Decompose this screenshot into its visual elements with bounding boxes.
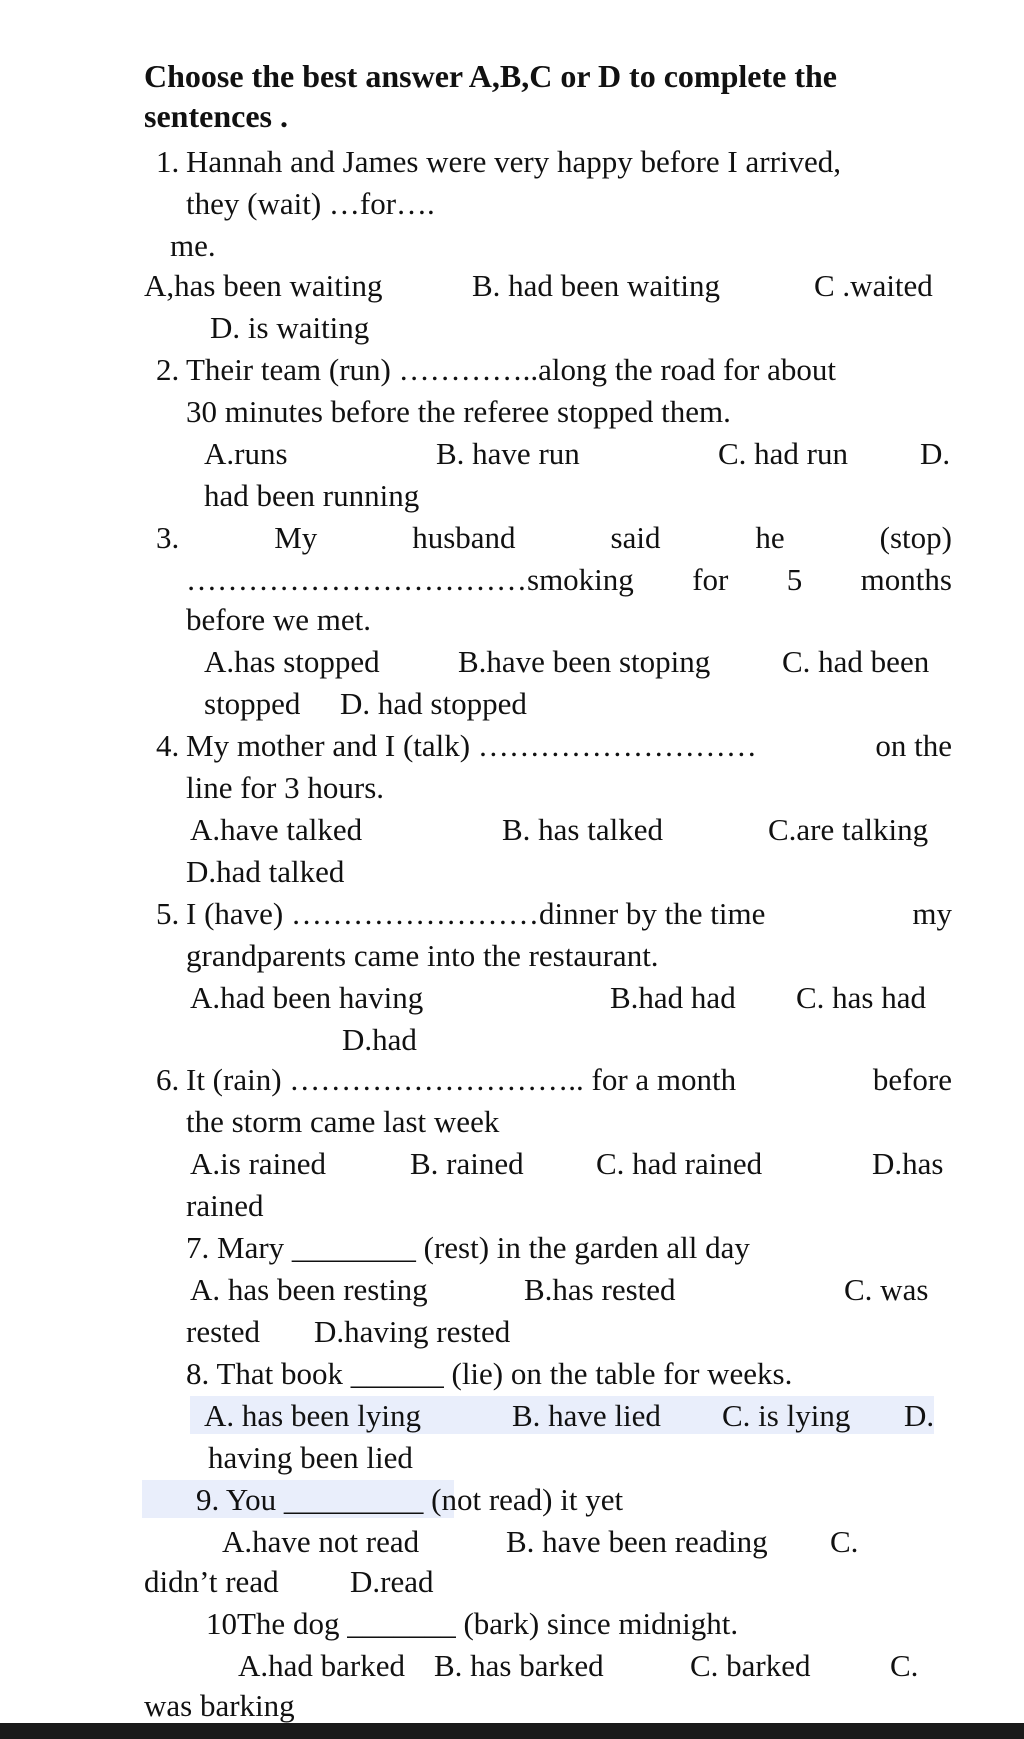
q4-line-2: line for 3 hours. [186,770,385,805]
q2-option-d-letter: D. [920,436,951,471]
q6-option-a: A.is rained [190,1146,327,1181]
q9-line-1: 9. You _________ (not read) it yet [196,1482,624,1517]
instruction-line-2: sentences . [144,98,288,134]
q3-option-b: B.have been stoping [458,644,711,679]
q9-option-c-part-1: C. [830,1524,859,1559]
q3-option-a: A.has stopped [204,644,380,679]
q3-line-2 [186,560,952,600]
q3-blank-text: ……………………………smoking [186,562,634,597]
q5-line-1 [186,894,952,934]
q4-number: 4. [156,728,180,763]
q3-word: for [692,562,729,597]
q6-line-1-text: It (rain) ……………………….. for a month [186,1062,737,1097]
q8-option-c: C. is lying [722,1398,851,1433]
q6-option-d-part-2: rained [186,1188,264,1223]
q8-option-a: A. has been lying [204,1398,421,1433]
q7-option-d: D.having rested [314,1314,511,1349]
q5-option-c: C. has had [796,980,927,1015]
q2-option-c: C. had run [718,436,849,471]
q9-option-a: A.have not read [222,1524,420,1559]
q6-number: 6. [156,1062,180,1097]
q6-line-1 [186,1060,952,1100]
q7-option-c-part-1: C. was [844,1272,929,1307]
q2-option-d-text: had been running [204,478,420,513]
q3-word: 5 [786,562,803,597]
q4-line-1-end: on the [875,728,952,763]
q3-word: My [274,520,318,555]
q8-option-d-part-1: D. [904,1398,935,1433]
q10-option-c: C. barked [690,1648,811,1683]
q7-option-c-part-2: rested [186,1314,261,1349]
q2-number: 2. [156,352,180,387]
q1-option-b: B. had been waiting [472,268,720,303]
q1-option-a: A,has been waiting [144,268,383,303]
q2-option-a: A.runs [204,436,288,471]
q3-number: 3. [156,520,180,555]
q7-option-a: A. has been resting [190,1272,428,1307]
q4-option-c: C.are talking [768,812,929,847]
q1-line-2: they (wait) …for…. [186,186,435,221]
q4-line-1-text: My mother and I (talk) ……………………… [186,728,757,763]
q5-option-b: B.had had [610,980,736,1015]
q1-line-1: Hannah and James were very happy before I arrived, [186,144,842,179]
q6-option-b: B. rained [410,1146,524,1181]
q3-line-1 [156,518,952,558]
q3-option-d: D. had stopped [340,686,527,721]
q4-option-d: D.had talked [186,854,345,889]
q1-option-d: D. is waiting [210,310,370,345]
instruction-line-1: Choose the best answer A,B,C or D to complete the [144,58,837,94]
q3-option-c-part-1: C. had been [782,644,930,679]
q6-option-d-part-1: D.has [872,1146,944,1181]
q8-line-1: 8. That book ______ (lie) on the table for weeks. [186,1356,793,1391]
q6-option-c: C. had rained [596,1146,763,1181]
q2-option-b: B. have run [436,436,580,471]
q8-option-b: B. have lied [512,1398,661,1433]
q10-option-d-part-2: was barking [144,1688,295,1723]
q2-line-1: Their team (run) …………..along the road for about [186,352,836,387]
q6-line-1-end: before [872,1062,952,1097]
q4-line-1 [186,726,952,766]
q5-option-a: A.had been having [190,980,424,1015]
q1-line-3: me. [170,228,216,263]
q3-word: months [860,562,952,597]
q5-option-d: D.had [342,1022,417,1057]
q2-line-2: 30 minutes before the referee stopped them. [186,394,731,429]
q5-line-1-end: my [912,896,952,931]
q10-line-1: 10The dog _______ (bark) since midnight. [206,1606,739,1641]
bottom-dark-bar [0,1723,1024,1739]
q7-line-1: 7. Mary ________ (rest) in the garden all day [186,1230,750,1265]
q3-option-c-part-2: stopped [204,686,301,721]
q9-option-c-part-2: didn’t read [144,1564,279,1599]
q3-line-3: before we met. [186,602,372,637]
q10-option-d-part-1: C. [890,1648,919,1683]
q6-line-2: the storm came last week [186,1104,500,1139]
q4-option-b: B. has talked [502,812,663,847]
q7-option-b: B.has rested [524,1272,676,1307]
q8-option-d-part-2: having been lied [208,1440,413,1475]
q1-number: 1. [156,144,180,179]
q1-option-c: C .waited [814,268,933,303]
q3-word: said [610,520,661,555]
q9-option-b: B. have been reading [506,1524,768,1559]
q9-option-d: D.read [350,1564,434,1599]
q3-word: he [755,520,785,555]
q10-option-b: B. has barked [434,1648,604,1683]
q3-word: (stop) [879,520,952,555]
q5-line-2: grandparents came into the restaurant. [186,938,659,973]
q3-word: husband [412,520,516,555]
q4-option-a: A.have talked [190,812,363,847]
q5-number: 5. [156,896,180,931]
q10-option-a: A.had barked [238,1648,405,1683]
q5-line-1-text: I (have) ……………………dinner by the time [186,896,766,931]
